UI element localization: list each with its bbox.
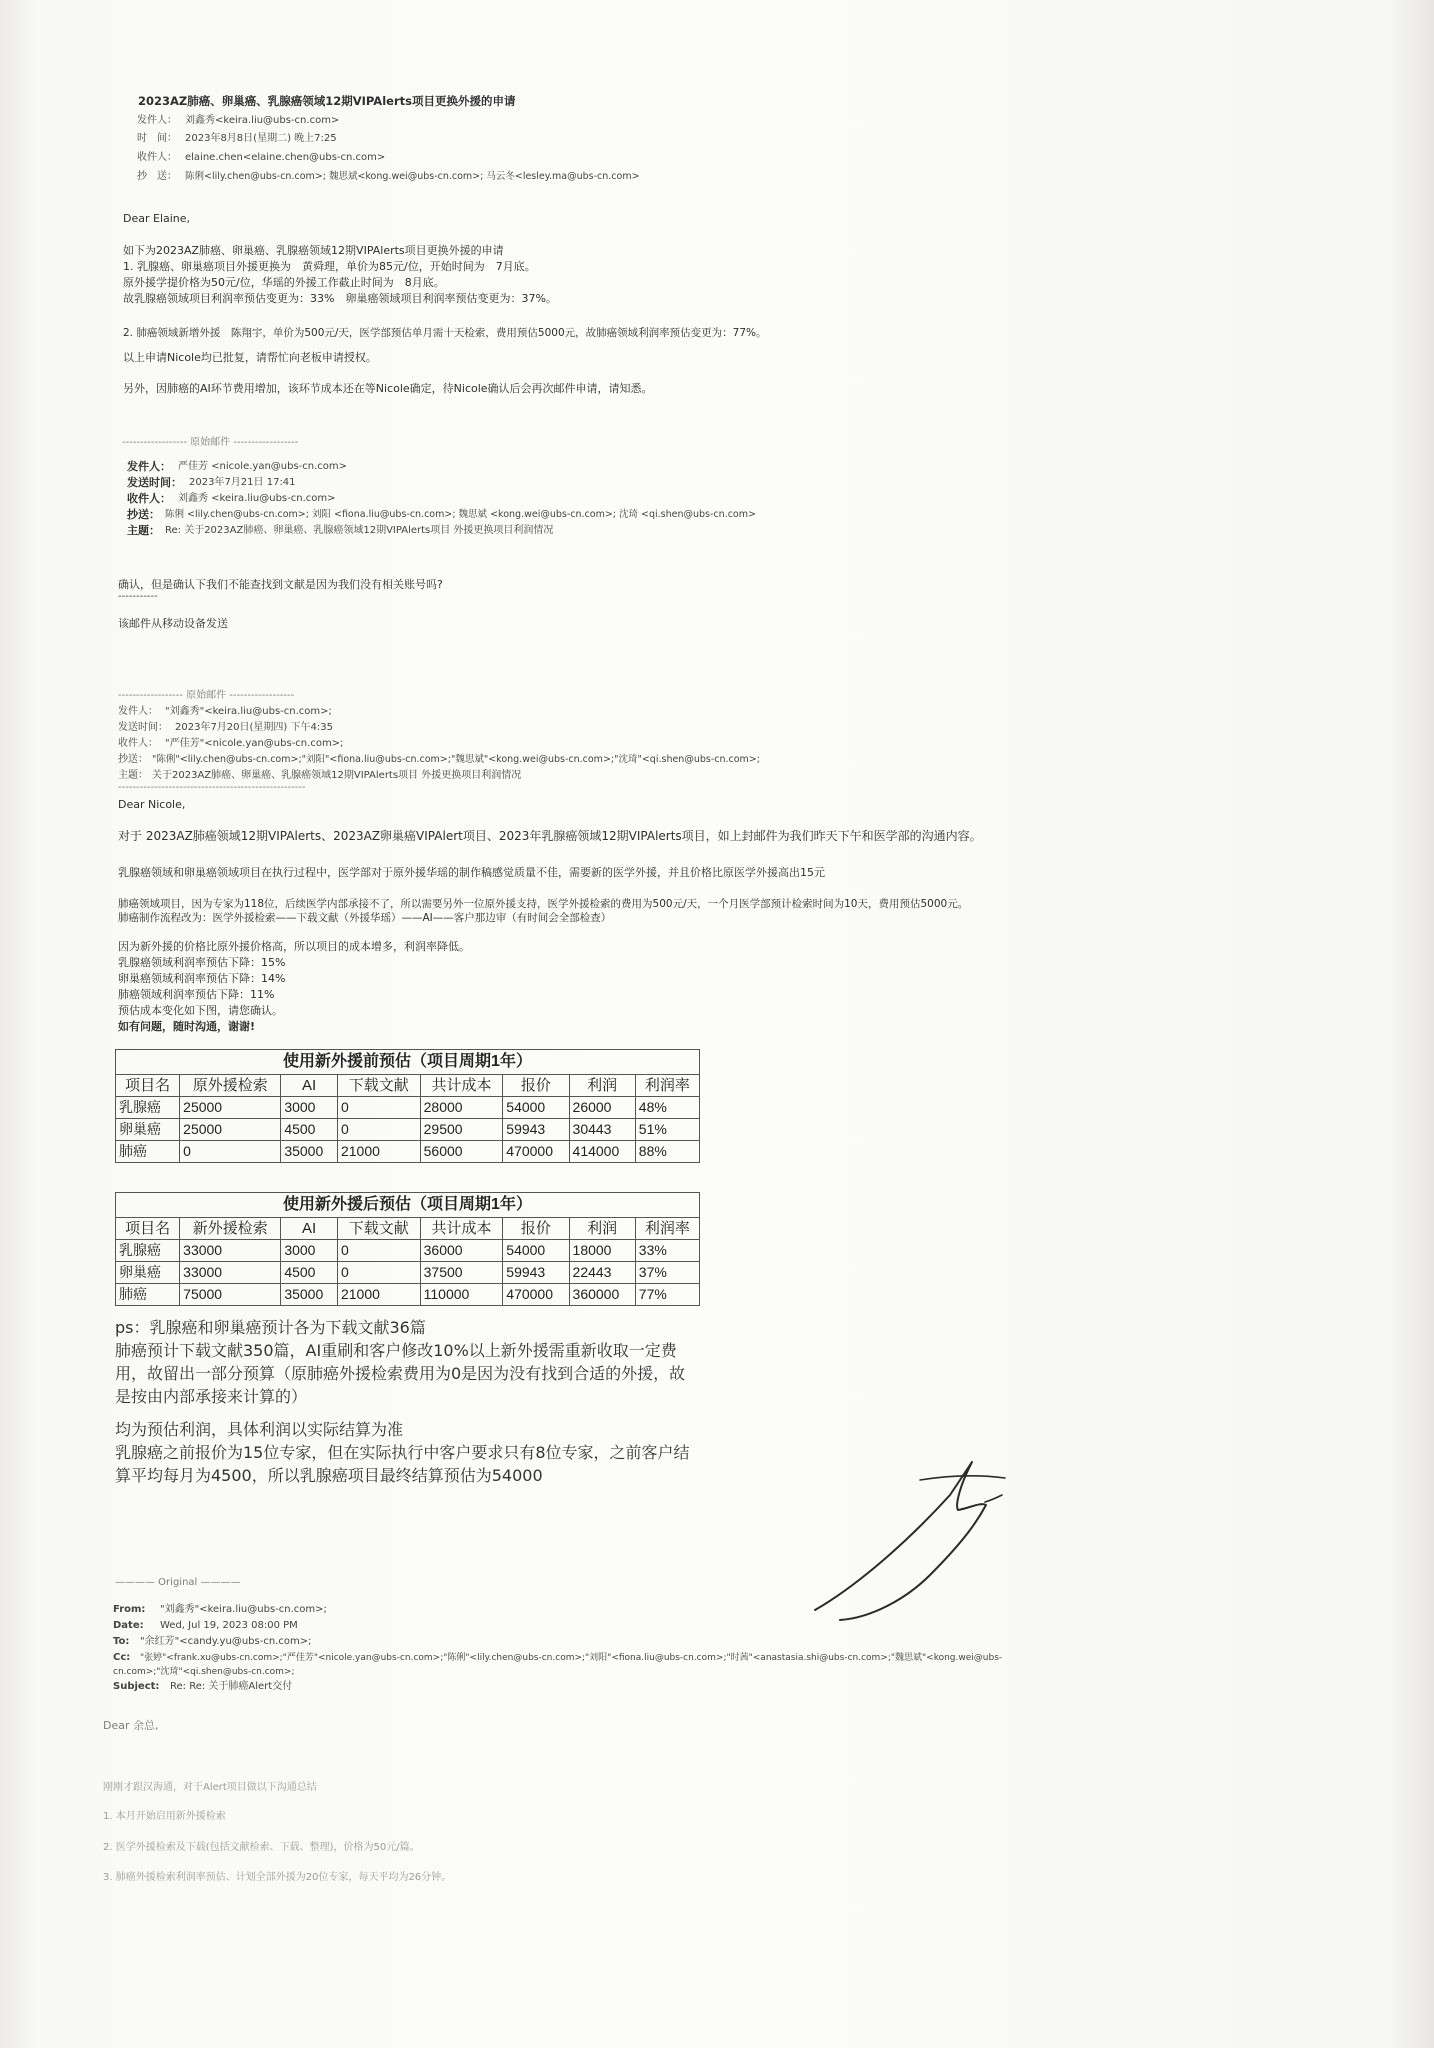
table-header: AI [281, 1218, 338, 1240]
table-header: 下载文献 [337, 1218, 420, 1240]
note-line: 均为预估利润，具体利润以实际结算为准 [115, 1420, 404, 1439]
table-cell: 35000 [281, 1141, 338, 1163]
email3-cc-label: 抄送： [118, 754, 148, 765]
note-line: 肺癌预计下载文献350篇，AI重刷和客户修改10%以上新外援需重新收取一定费 [115, 1341, 677, 1360]
table-cell: 470000 [503, 1284, 569, 1306]
table-header: 新外援检索 [180, 1218, 281, 1240]
email2-body: 确认，但是确认下我们不能查找到文献是因为我们没有相关账号吗? [118, 578, 443, 591]
email3-paragraph: 肺癌制作流程改为：医学外援检索——下载文献（外援华瑶）——AI——客户那边审（有时间会全部检查） [118, 912, 612, 924]
table-header: AI [281, 1075, 338, 1097]
email2-cc-label: 抄送： [127, 508, 160, 521]
table-cell: 4500 [281, 1119, 338, 1141]
table-cell: 36000 [420, 1240, 503, 1262]
email3-summary-line: 因为新外援的价格比原外援价格高，所以项目的成本增多，利润率降低。 [118, 940, 470, 953]
email3-time: 2023年7月20日(星期四) 下午4:35 [175, 722, 333, 733]
table-cell: 33000 [180, 1240, 281, 1262]
email1-body-line: 2. 肺癌领域新增外援 陈翔宇，单价为500元/天，医学部预估单月需十天检索，费用预估5000元，故肺癌领域利润率预估变更为：77%。 [123, 327, 767, 339]
table-cell: 卵巢癌 [116, 1119, 180, 1141]
table-cell: 37% [635, 1262, 699, 1284]
cost-table-before [115, 1049, 700, 1163]
table-row [116, 1141, 700, 1163]
email4-from: "刘鑫秀"<keira.liu@ubs-cn.com>; [160, 1604, 327, 1615]
table-cell: 0 [337, 1262, 420, 1284]
table-cell: 35000 [281, 1284, 338, 1306]
table-cell: 乳腺癌 [116, 1097, 180, 1119]
table-cell: 0 [180, 1141, 281, 1163]
table-cell: 0 [337, 1097, 420, 1119]
note-line: 用，故留出一部分预算（原肺癌外援检索费用为0是因为没有找到合适的外援，故 [115, 1364, 686, 1383]
table-cell: 54000 [503, 1097, 569, 1119]
table-header: 利润 [569, 1075, 635, 1097]
email4-to-label: To: [113, 1636, 130, 1647]
email3-greeting: Dear Nicole, [118, 798, 186, 811]
table-cell: 59943 [503, 1262, 569, 1284]
email1-time: 2023年8月8日(星期二) 晚上7:25 [185, 133, 337, 144]
email2-time-label: 发送时间： [127, 476, 182, 489]
email2-to: 刘鑫秀 <keira.liu@ubs-cn.com> [178, 493, 336, 504]
table-cell: 25000 [180, 1119, 281, 1141]
email2-subject-label: 主题： [127, 524, 160, 537]
table-cell: 29500 [420, 1119, 503, 1141]
table-header: 共计成本 [420, 1075, 503, 1097]
table-row [116, 1240, 700, 1262]
email3-divider2: ---------------------------------------------------- [118, 782, 306, 793]
table-header: 项目名 [116, 1218, 180, 1240]
email1-cc: 陈俐<lily.chen@ubs-cn.com>; 魏思斌<kong.wei@ubs-cn.com>; 马云冬<lesley.ma@ubs-cn.com> [185, 171, 640, 182]
email1-body-line: 故乳腺癌领域项目利润率预估变更为：33% 卵巢癌领域项目利润率预估变更为：37%。 [123, 292, 557, 305]
table-cell: 30443 [569, 1119, 635, 1141]
email3-summary-line: 如有问题，随时沟通，谢谢! [118, 1020, 256, 1033]
table-cell: 51% [635, 1119, 699, 1141]
email4-greeting: Dear 余总, [103, 1719, 159, 1732]
email2-to-label: 收件人： [127, 492, 171, 505]
table-cell: 0 [337, 1240, 420, 1262]
email1-time-label: 时 间： [137, 133, 177, 144]
table-title: 使用新外援后预估（项目周期1年） [116, 1193, 700, 1218]
cost-table-after [115, 1192, 700, 1306]
email3-subject: 关于2023AZ肺癌、卵巢癌、乳腺癌领域12期VIPAlerts项目 外援更换项目利润情况 [152, 770, 522, 781]
email3-from: "刘鑫秀"<keira.liu@ubs-cn.com>; [165, 706, 332, 717]
email3-summary-line: 肺癌领域利润率预估下降：11% [118, 988, 275, 1001]
email3-subject-label: 主题： [118, 770, 148, 781]
table-header: 利润率 [635, 1218, 699, 1240]
email1-from: 刘鑫秀<keira.liu@ubs-cn.com> [185, 115, 340, 126]
table-cell: 414000 [569, 1141, 635, 1163]
table-cell: 肺癌 [116, 1284, 180, 1306]
email4-subject-label: Subject: [113, 1681, 160, 1692]
table-cell: 54000 [503, 1240, 569, 1262]
note-line: 乳腺癌之前报价为15位专家，但在实际执行中客户要求只有8位专家，之前客户结 [115, 1443, 690, 1462]
email3-paragraph: 肺癌领域项目，因为专家为118位，后续医学内部承接不了，所以需要另外一位原外援支持，医学外援检索的费用为500元/天，一个月医学部预计检索时间为10天，费用预估5000元。 [118, 898, 969, 910]
email3-to: "严佳芳"<nicole.yan@ubs-cn.com>; [165, 738, 344, 749]
email2-from-label: 发件人： [127, 460, 171, 473]
note-line: 算平均每月为4500，所以乳腺癌项目最终结算预估为54000 [115, 1466, 543, 1485]
table-header: 下载文献 [337, 1075, 420, 1097]
table-cell: 88% [635, 1141, 699, 1163]
table-header: 利润 [569, 1218, 635, 1240]
email3-cc: "陈俐"<lily.chen@ubs-cn.com>;"刘阳"<fiona.liu@ubs-cn.com>;"魏思斌"<kong.wei@ubs-cn.com>;"沈琦"<qi.shen@ubs-cn.com>; [152, 754, 760, 765]
email4-faded-line: 刚刚才跟汉海通，对于Alert项目做以下沟通总结 [103, 1782, 317, 1793]
email4-cc: "张婷"<frank.xu@ubs-cn.com>;"严佳芳"<nicole.yan@ubs-cn.com>;"陈俐"<lily.chen@ubs-cn.com>;"刘阳"<fiona.liu@ubs-cn.com>;"时茜"<anastasia.shi@ubs-cn.com>;"魏思斌"<kong.wei@ubs- [140, 1653, 1003, 1663]
table-cell: 37500 [420, 1262, 503, 1284]
table-cell: 28000 [420, 1097, 503, 1119]
table-cell: 25000 [180, 1097, 281, 1119]
email4-date: Wed, Jul 19, 2023 08:00 PM [160, 1620, 298, 1631]
table-header: 共计成本 [420, 1218, 503, 1240]
table-header: 利润率 [635, 1075, 699, 1097]
table-cell: 56000 [420, 1141, 503, 1163]
table-header: 项目名 [116, 1075, 180, 1097]
email3-summary-line: 预估成本变化如下图，请您确认。 [118, 1004, 283, 1017]
table-cell: 110000 [420, 1284, 503, 1306]
table-cell: 乳腺癌 [116, 1240, 180, 1262]
table-cell: 4500 [281, 1262, 338, 1284]
note-line: ps：乳腺癌和卵巢癌预计各为下载文献36篇 [115, 1318, 426, 1337]
table-cell: 18000 [569, 1240, 635, 1262]
table-cell: 48% [635, 1097, 699, 1119]
email2-cc: 陈俐 <lily.chen@ubs-cn.com>; 刘阳 <fiona.liu@ubs-cn.com>; 魏思斌 <kong.wei@ubs-cn.com>; 沈琦 <qi.shen@ubs-cn.com> [165, 509, 756, 520]
table-header: 报价 [503, 1218, 569, 1240]
email1-from-label: 发件人： [137, 115, 177, 126]
email3-paragraph: 对于 2023AZ肺癌领域12期VIPAlerts、2023AZ卵巢癌VIPAlert项目、2023年乳腺癌领域12期VIPAlerts项目，如上封邮件为我们昨天下午和医学部的沟通内容。 [118, 829, 982, 843]
table-cell: 肺癌 [116, 1141, 180, 1163]
email1-to: elaine.chen<elaine.chen@ubs-cn.com> [185, 152, 386, 163]
table-cell: 33% [635, 1240, 699, 1262]
table-cell: 26000 [569, 1097, 635, 1119]
email1-body-line: 另外，因肺癌的AI环节费用增加，该环节成本还在等Nicole确定，待Nicole确认后会再次邮件申请，请知悉。 [123, 382, 653, 395]
table-cell: 33000 [180, 1262, 281, 1284]
table-row [116, 1284, 700, 1306]
handwritten-signature [810, 1450, 1040, 1625]
table-header: 报价 [503, 1075, 569, 1097]
table-row [116, 1119, 700, 1141]
table-cell: 77% [635, 1284, 699, 1306]
email4-to: "余红芳"<candy.yu@ubs-cn.com>; [140, 1636, 312, 1647]
email1-cc-label: 抄 送： [137, 171, 177, 182]
email3-summary-line: 卵巢癌领域利润率预估下降：14% [118, 972, 286, 985]
email4-faded-line: 2. 医学外援检索及下载(包括文献检索、下载、整理)，价格为50元/篇。 [103, 1842, 420, 1853]
email4-cc-cont: cn.com>;"沈琦"<qi.shen@ubs-cn.com>; [113, 1667, 295, 1677]
table-title: 使用新外援前预估（项目周期1年） [116, 1050, 700, 1075]
email3-to-label: 收件人： [118, 738, 158, 749]
email3-divider: ------------------ 原始邮件 ------------------ [118, 690, 295, 701]
table-cell: 21000 [337, 1141, 420, 1163]
email2-time: 2023年7月21日 17:41 [189, 477, 296, 488]
table-row [116, 1262, 700, 1284]
table-cell: 卵巢癌 [116, 1262, 180, 1284]
email2-mobile-note: 该邮件从移动设备发送 [118, 617, 228, 630]
email1-to-label: 收件人： [137, 152, 177, 163]
email3-from-label: 发件人： [118, 706, 158, 717]
email3-summary-line: 乳腺癌领域利润率预估下降：15% [118, 956, 286, 969]
email4-from-label: From: [113, 1604, 146, 1615]
table-cell: 0 [337, 1119, 420, 1141]
table-header: 原外援检索 [180, 1075, 281, 1097]
email2-subject: Re: 关于2023AZ肺癌、卵巢癌、乳腺癌领域12期VIPAlerts项目 外援更换项目利润情况 [165, 525, 554, 536]
email4-divider: ———— Original ———— [115, 1577, 241, 1588]
email3-time-label: 发送时间： [118, 722, 168, 733]
table-cell: 21000 [337, 1284, 420, 1306]
table-cell: 3000 [281, 1240, 338, 1262]
email1-body-line: 1. 乳腺癌、卵巢癌项目外援更换为 黄舜理，单价为85元/位，开始时间为 7月底。 [123, 260, 536, 273]
email2-dashes: ----------- [118, 591, 158, 602]
email1-subject: 2023AZ肺癌、卵巢癌、乳腺癌领域12期VIPAlerts项目更换外援的申请 [138, 94, 516, 108]
email1-greeting: Dear Elaine, [123, 212, 191, 225]
email4-cc-label: Cc: [113, 1652, 131, 1663]
email2-from: 严佳芳 <nicole.yan@ubs-cn.com> [178, 461, 348, 472]
email4-date-label: Date: [113, 1620, 144, 1631]
note-line: 是按由内部承接来计算的） [115, 1387, 308, 1406]
email4-subject: Re: Re: 关于肺癌Alert交付 [170, 1681, 293, 1692]
email3-paragraph: 乳腺癌领域和卵巢癌领域项目在执行过程中，医学部对于原外援华瑶的制作稿感觉质量不佳，需要新的医学外援，并且价格比原医学外援高出15元 [118, 866, 825, 879]
table-row [116, 1097, 700, 1119]
email1-body-line: 原外援学提价格为50元/位，华瑶的外援工作截止时间为 8月底。 [123, 276, 445, 289]
email4-faded-line: 3. 肺癌外援检索利润率预估、计划全部外援为20位专家，每天平均为26分钟。 [103, 1872, 452, 1883]
table-cell: 59943 [503, 1119, 569, 1141]
email2-divider: ------------------ 原始邮件 ------------------ [122, 437, 299, 448]
table-cell: 470000 [503, 1141, 569, 1163]
email4-faded-line: 1. 本月开始启用新外援检索 [103, 1811, 226, 1822]
email1-body-line: 以上申请Nicole均已批复，请帮忙向老板申请授权。 [123, 351, 377, 364]
email1-body-line: 如下为2023AZ肺癌、卵巢癌、乳腺癌领域12期VIPAlerts项目更换外援的申请 [123, 244, 504, 257]
table-cell: 22443 [569, 1262, 635, 1284]
table-cell: 75000 [180, 1284, 281, 1306]
table-cell: 360000 [569, 1284, 635, 1306]
table-cell: 3000 [281, 1097, 338, 1119]
